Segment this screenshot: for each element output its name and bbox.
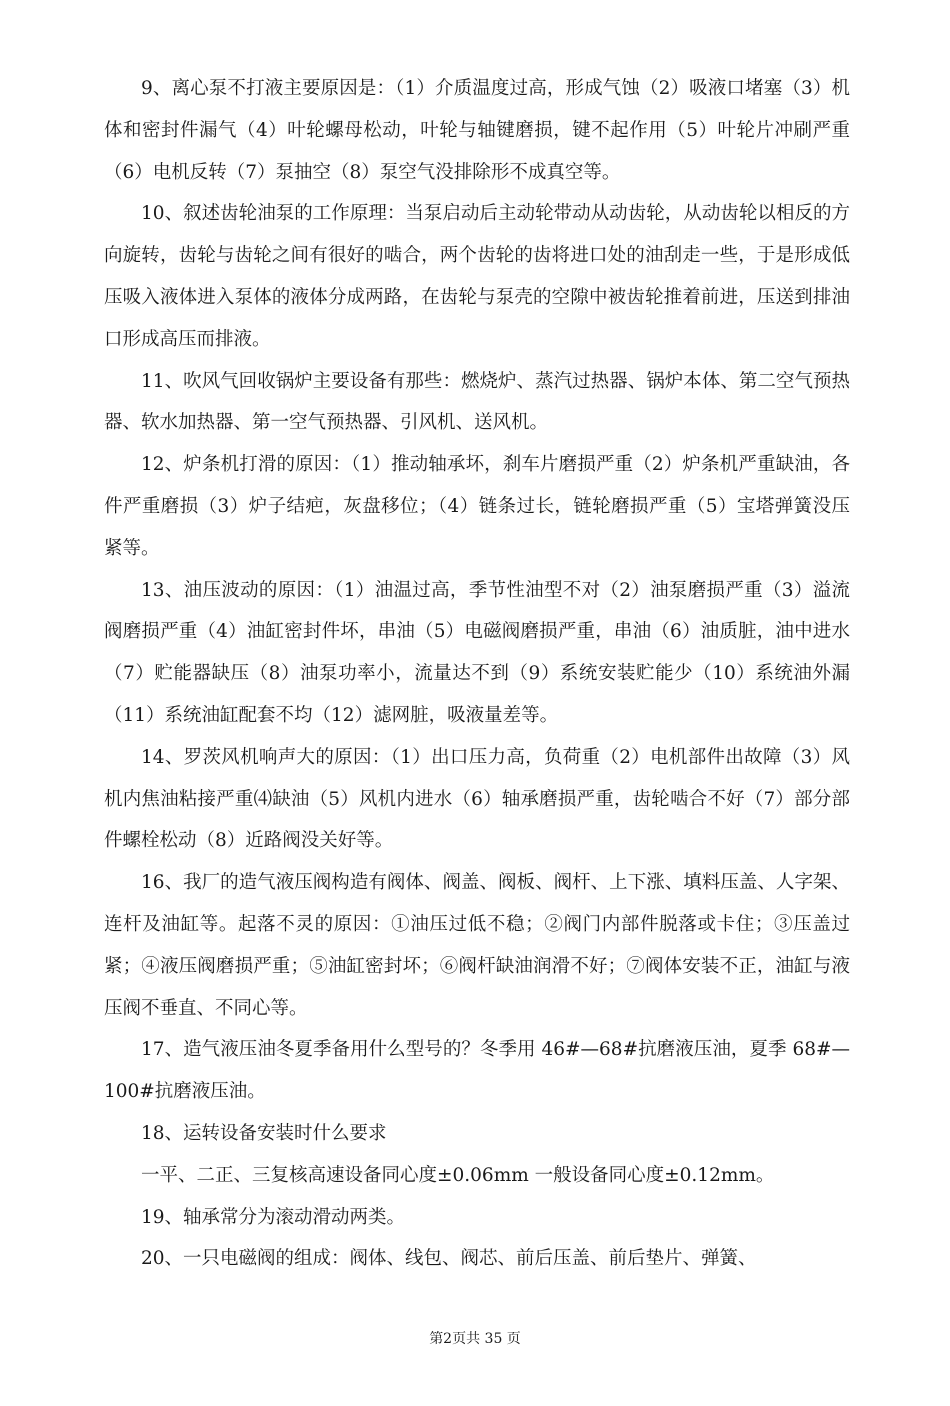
- paragraph-item-13: 13、油压波动的原因：（1）油温过高，季节性油型不对（2）油泵磨损严重（3）溢流阀磨损严重（4）油缸密封件坏，串油（5）电磁阀磨损严重，串油（6）油质脏，油中进水（7）贮能器缺压（8）油泵功率小，流量达不到（9）系统安装贮能少（10）系统油外漏（11）系统油缸配套不均（12）滤网脏，吸液量差等。: [104, 579, 850, 726]
- paragraph-item-20: 20、一只电磁阀的组成：阀体、线包、阀芯、前后压盖、前后垫片、弹簧、: [141, 1248, 757, 1270]
- paragraph-item-16: 16、我厂的造气液压阀构造有阀体、阀盖、阀板、阀杆、上下涨、填料压盖、人字架、连杆及油缸等。起落不灵的原因：①油压过低不稳；②阀门内部件脱落或卡住；③压盖过紧；④液压阀磨损严重；⑤油缸密封坏；⑥阀杆缺油润滑不好；⑦阀体安装不正，油缸与液压阀不垂直、不同心等。: [104, 872, 850, 1019]
- paragraph-item-18: 18、运转设备安装时什么要求: [141, 1122, 387, 1144]
- paragraph-item-18-answer: 一平、二正、三复核高速设备同心度±0.06mm 一般设备同心度±0.12mm。: [141, 1164, 775, 1186]
- paragraph-item-19: 19、轴承常分为滚动滑动两类。: [141, 1206, 406, 1228]
- paragraph-item-9: 9、离心泵不打液主要原因是：（1）介质温度过高，形成气蚀（2）吸液口堵塞（3）机体和密封件漏气（4）叶轮螺母松动，叶轮与轴键磨损，键不起作用（5）叶轮片冲刷严重（6）电机反转（7）泵抽空（8）泵空气没排除形不成真空等。: [104, 78, 850, 183]
- paragraph-item-17: 17、造气液压油冬夏季备用什么型号的？冬季用 46#—68#抗磨液压油，夏季 68#—100#抗磨液压油。: [104, 1039, 850, 1103]
- paragraph-item-11: 11、吹风气回收锅炉主要设备有那些：燃烧炉、蒸汽过热器、锅炉本体、第二空气预热器、软水加热器、第一空气预热器、引风机、送风机。: [104, 370, 850, 434]
- paragraph-item-10: 10、叙述齿轮油泵的工作原理：当泵启动后主动轮带动从动齿轮，从动齿轮以相反的方向旋转，齿轮与齿轮之间有很好的啮合，两个齿轮的齿将进口处的油刮走一些，于是形成低压吸入液体进入泵体的液体分成两路，在齿轮与泵壳的空隙中被齿轮推着前进，压送到排油口形成高压而排液。: [104, 203, 850, 350]
- paragraph-item-12: 12、炉条机打滑的原因：（1）推动轴承坏，刹车片磨损严重（2）炉条机严重缺油，各件严重磨损（3）炉子结疤，灰盘移位；（4）链条过长，链轮磨损严重（5）宝塔弹簧没压紧等。: [104, 454, 850, 559]
- paragraph-item-14: 14、罗茨风机响声大的原因：（1）出口压力高，负荷重（2）电机部件出故障（3）风机内焦油粘接严重⑷缺油（5）风机内进水（6）轴承磨损严重，齿轮啮合不好（7）部分部件螺栓松动（8）近路阀没关好等。: [104, 746, 850, 852]
- page-body: [104, 68, 850, 1280]
- page-footer: 第2页共 35 页: [429, 1331, 521, 1347]
